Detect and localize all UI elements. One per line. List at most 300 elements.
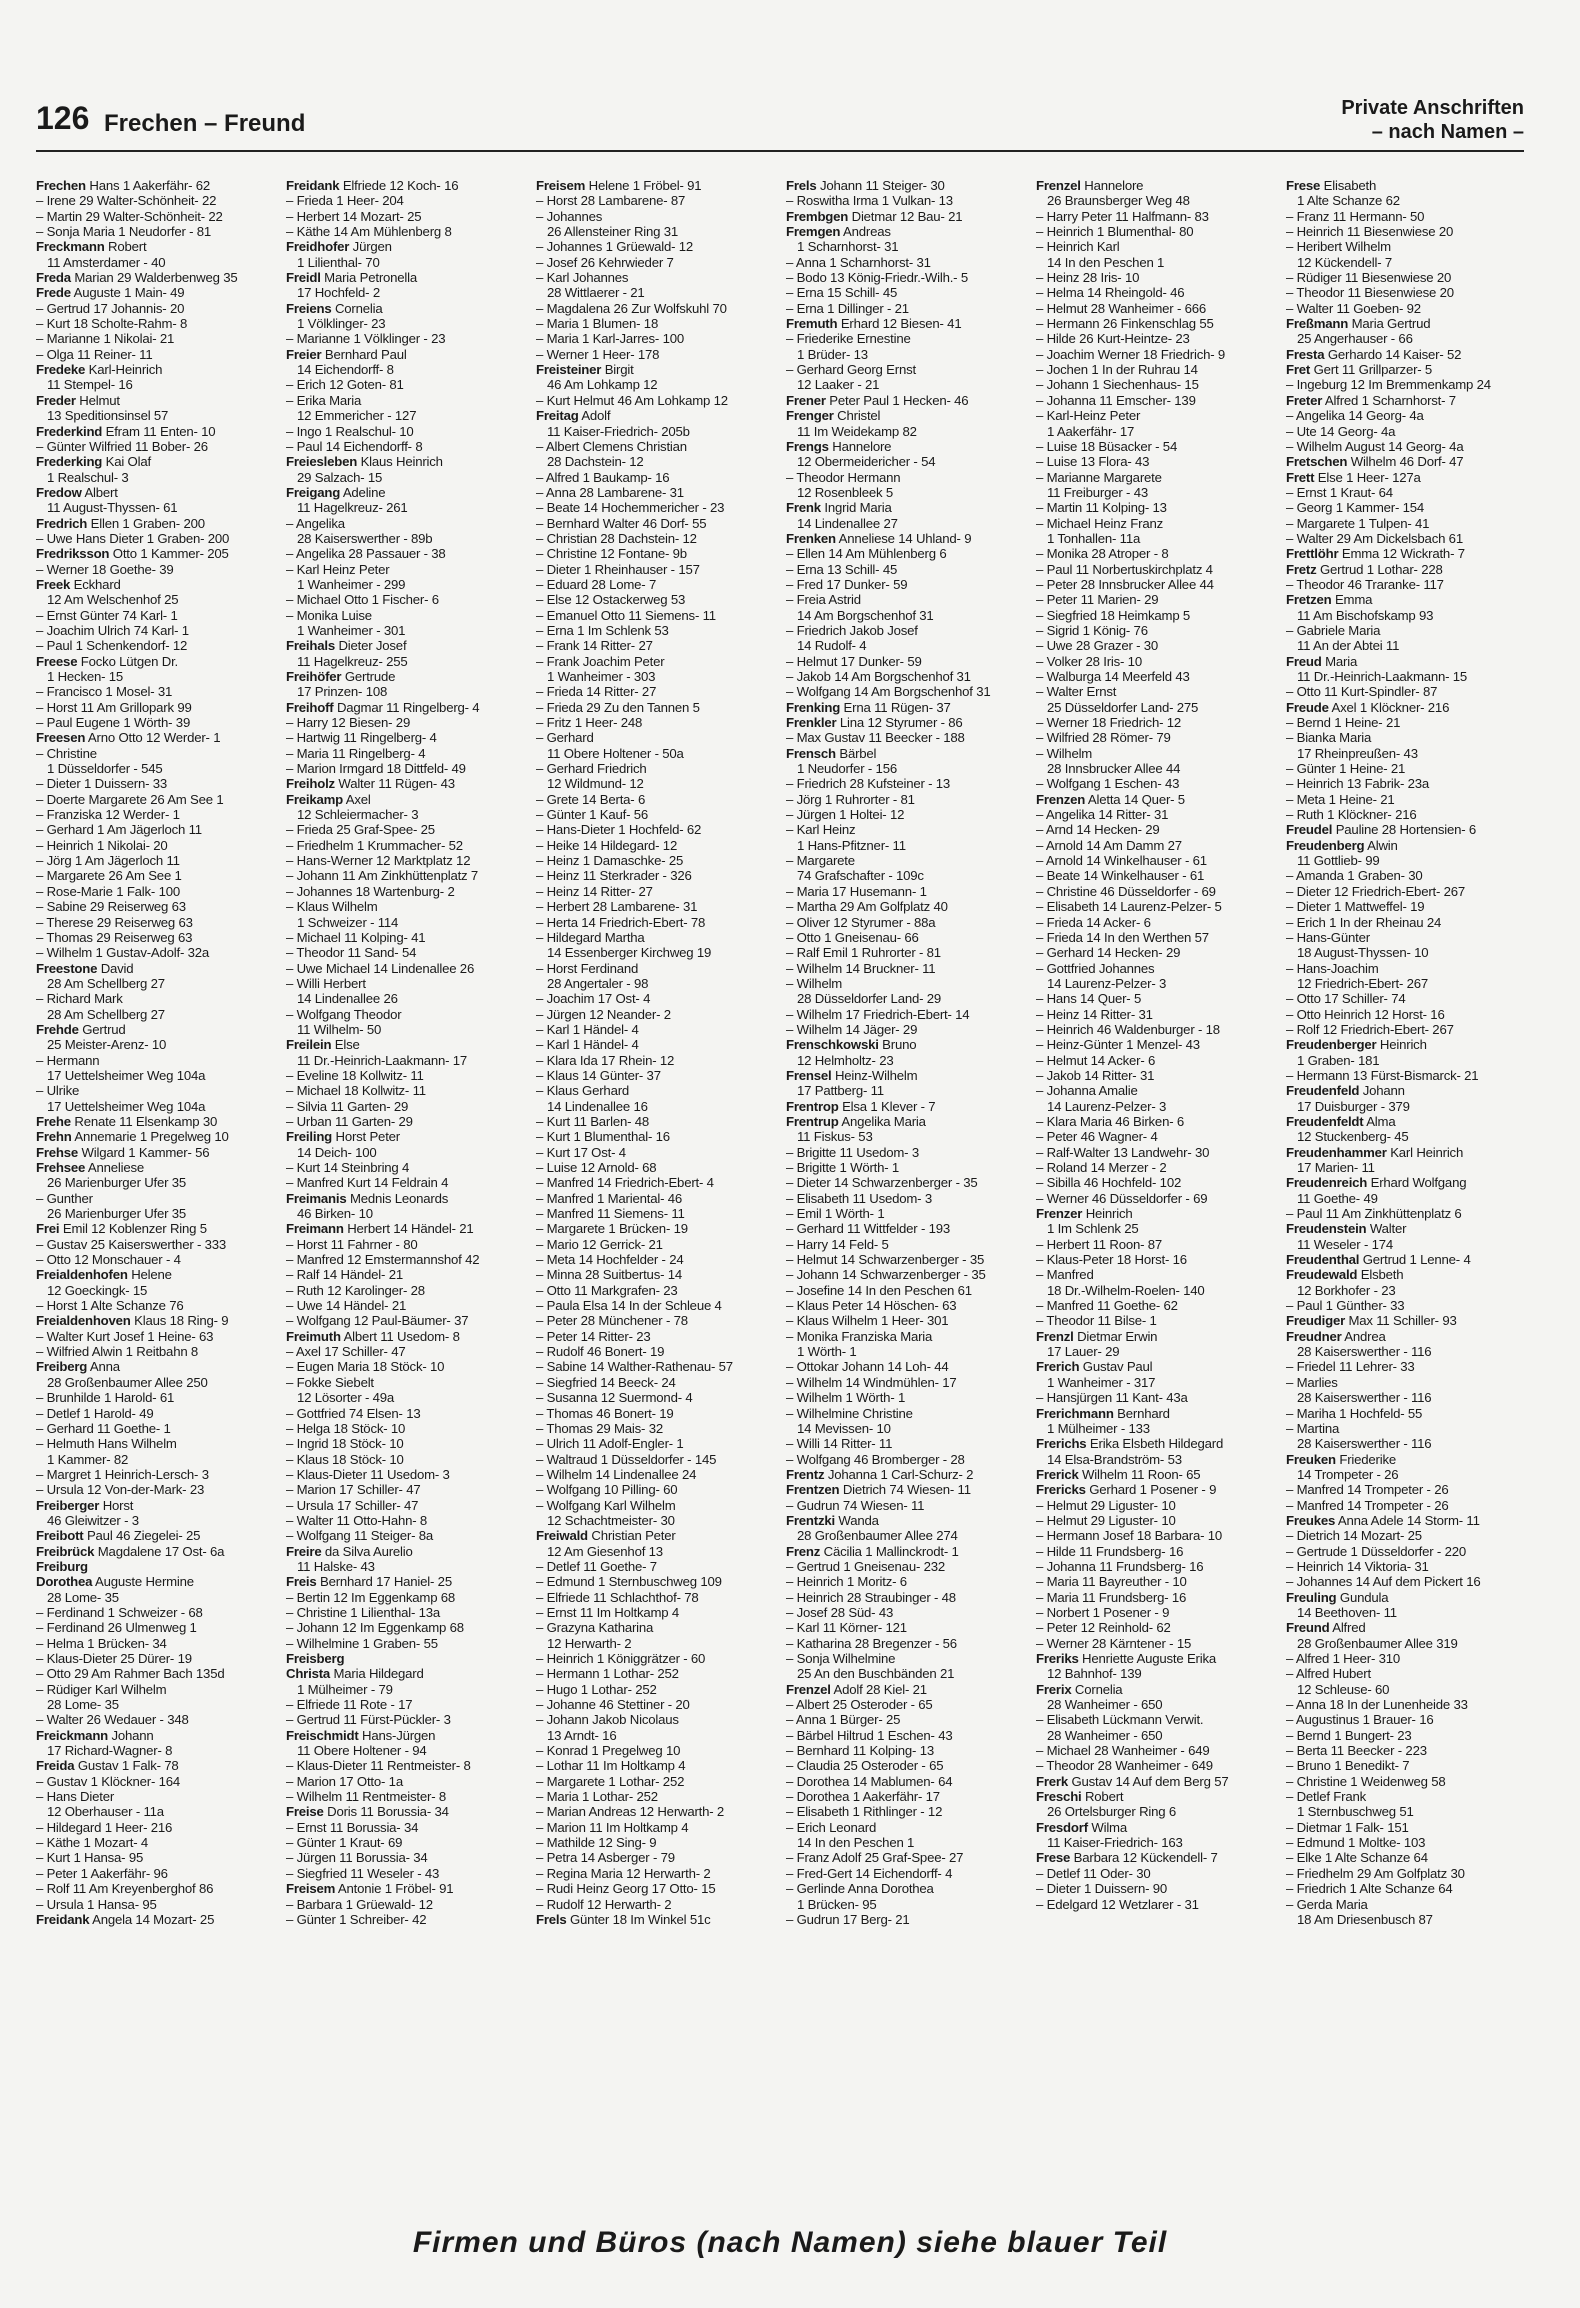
- directory-entry: – Ernst 1 Kraut- 64: [1286, 484, 1393, 500]
- directory-entry: – Helmut 29 Liguster- 10: [1036, 1512, 1176, 1528]
- directory-entry: – Wilhelm 14 Bruckner- 11: [786, 960, 936, 976]
- directory-entry: Freiling Horst Peter: [286, 1129, 400, 1145]
- directory-entry: – Bianka Maria: [1286, 730, 1372, 746]
- directory-entry: Frede Auguste 1 Main- 49: [36, 285, 185, 301]
- directory-entry: – Friedrich 28 Kufsteiner - 13: [786, 776, 951, 792]
- directory-entry: 12 Schachtmeister- 30: [547, 1512, 675, 1528]
- directory-entry: 25 Angerhauser - 66: [1297, 331, 1413, 347]
- directory-entry: Frederkind Efram 11 Enten- 10: [36, 423, 216, 439]
- directory-entry: – Josefine 14 In den Peschen 61: [786, 1282, 972, 1298]
- directory-entry: – Willi Herbert: [286, 975, 366, 991]
- directory-entry: Frenzer Heinrich: [1036, 1206, 1133, 1222]
- directory-entry: 28 Wanheimer - 650: [1047, 1697, 1163, 1713]
- directory-entry: 28 Angertaler - 98: [547, 975, 649, 991]
- directory-entry: – Albert Clemens Christian: [536, 438, 687, 454]
- directory-entry: – Helma 14 Rheingold- 46: [1036, 285, 1185, 301]
- directory-entry: – Heinrich 14 Viktoria- 31: [1286, 1558, 1429, 1574]
- directory-entry: – Therese 29 Reiserweg 63: [36, 914, 193, 930]
- directory-entry: – Karl 11 Körner- 121: [786, 1620, 907, 1636]
- directory-entry: – Friedhelm 1 Krummacher- 52: [286, 837, 463, 853]
- directory-entry: – Grazyna Katharina: [536, 1620, 654, 1636]
- directory-entry: – Harry 14 Feld- 5: [786, 1236, 889, 1252]
- directory-entry: Frentzki Wanda: [786, 1512, 879, 1528]
- directory-entry: – Horst 11 Fahrner - 80: [286, 1236, 418, 1252]
- directory-entry: 1 Sternbuschweg 51: [1297, 1804, 1414, 1820]
- directory-entry: – Kurt 11 Barlen- 48: [536, 1113, 650, 1129]
- directory-entry: Freudenreich Erhard Wolfgang: [1286, 1175, 1467, 1191]
- directory-entry: 25 An den Buschbänden 21: [797, 1666, 955, 1682]
- directory-entry: – Walter 11 Goeben- 92: [1286, 300, 1421, 316]
- directory-entry: Freigang Adeline: [286, 484, 386, 500]
- directory-entry: – Anna 1 Scharnhorst- 31: [786, 254, 931, 270]
- directory-entry: – Anna 28 Lambarene- 31: [536, 484, 684, 500]
- directory-entry: 46 Am Lohkamp 12: [547, 377, 658, 393]
- directory-entry: – Marianne Margarete: [1036, 469, 1162, 485]
- directory-entry: – Mariha 1 Hochfeld- 55: [1286, 1405, 1423, 1421]
- directory-entry: – Martha 29 Am Golfplatz 40: [786, 899, 948, 915]
- directory-entry: – Dorothea 1 Aakerfähr- 17: [786, 1789, 940, 1805]
- directory-entry: Freidhofer Jürgen: [286, 239, 392, 255]
- directory-entry: Freisteiner Birgit: [536, 362, 634, 378]
- directory-entry: 28 Dachstein- 12: [547, 454, 644, 470]
- directory-entry: Frehe Renate 11 Elsenkamp 30: [36, 1113, 218, 1129]
- directory-entry: 14 Lindenallee 16: [547, 1098, 648, 1114]
- directory-entry: Frener Peter Paul 1 Hecken- 46: [786, 392, 969, 408]
- directory-entry: – Helmut 17 Dunker- 59: [786, 653, 922, 669]
- directory-entry: – Johann 11 Am Zinkhüttenplatz 7: [286, 868, 479, 884]
- directory-entry: – Brigitte 11 Usedom- 3: [786, 1144, 919, 1160]
- directory-entry: 14 Essenberger Kirchweg 19: [547, 945, 712, 961]
- directory-entry: – Frieda 14 Ritter- 27: [536, 684, 657, 700]
- directory-entry: – Emil 1 Wörth- 1: [786, 1206, 885, 1222]
- directory-entry: – Gunther: [36, 1190, 93, 1206]
- directory-entry: – Anna 1 Bürger- 25: [786, 1712, 901, 1728]
- directory-entry: 1 Alte Schanze 62: [1297, 193, 1400, 209]
- directory-entry: Freund Alfred: [1286, 1620, 1366, 1636]
- directory-entry: – Elisabeth 14 Laurenz-Pelzer- 5: [1036, 899, 1222, 915]
- directory-entry: – Wilfried 28 Römer- 79: [1036, 730, 1171, 746]
- directory-entry: – Minna 28 Suitbertus- 14: [536, 1267, 683, 1283]
- directory-entry: – Gustav 25 Kaiserswerther - 333: [36, 1236, 227, 1252]
- directory-entry: – Günter 1 Kauf- 56: [536, 807, 649, 823]
- directory-entry: – Waltraud 1 Düsseldorfer - 145: [536, 1451, 717, 1467]
- directory-entry: – Wilhelm 1 Wörth- 1: [786, 1390, 906, 1406]
- directory-entry: 46 Gleiwitzer - 3: [47, 1512, 139, 1528]
- directory-entry: – Werner 1 Heer- 178: [536, 346, 660, 362]
- directory-entry: – Manfred 14 Trompeter - 26: [1286, 1482, 1449, 1498]
- directory-entry: Frensch Bärbel: [786, 745, 877, 761]
- directory-entry: – Gertrud 11 Fürst-Pückler- 3: [286, 1712, 451, 1728]
- directory-entry: 46 Birken- 10: [297, 1206, 373, 1222]
- directory-entry: – Oliver 12 Styrumer - 88a: [786, 914, 936, 930]
- directory-entry: – Thomas 46 Bonert- 19: [536, 1405, 674, 1421]
- directory-entry: – Dietmar 1 Falk- 151: [1286, 1819, 1409, 1835]
- directory-entry: Frehse Wilgard 1 Kammer- 56: [36, 1144, 210, 1160]
- directory-entry: 17 Rheinpreußen- 43: [1297, 745, 1418, 761]
- directory-entry: 12 Schleiermacher- 3: [297, 807, 419, 823]
- directory-entry: Freiburg: [36, 1558, 88, 1574]
- directory-entry: – Detlef 1 Harold- 49: [36, 1405, 154, 1421]
- directory-entry: Fret Gert 11 Grillparzer- 5: [1286, 362, 1433, 378]
- directory-entry: – Heinrich 1 Blumenthal- 80: [1036, 224, 1194, 240]
- directory-entry: – Edelgard 12 Wetzlarer - 31: [1036, 1896, 1199, 1912]
- directory-entry: – Gerhard 11 Wittfelder - 193: [786, 1221, 951, 1237]
- directory-entry: Frengs Hannelore: [786, 438, 892, 454]
- directory-entry: – Dieter 14 Schwarzenberger - 35: [786, 1175, 978, 1191]
- directory-entry: – Eveline 18 Kollwitz- 11: [286, 1067, 424, 1083]
- directory-entry: – Roswitha Irma 1 Vulkan- 13: [786, 193, 953, 209]
- directory-entry: – Monika Franziska Maria: [786, 1328, 933, 1344]
- directory-entry: – Josef 26 Kehrwieder 7: [536, 254, 674, 270]
- directory-entry: Freihoff Dagmar 11 Ringelberg- 4: [286, 699, 480, 715]
- directory-columns: [36, 178, 1536, 2178]
- directory-entry: – Gottfried Johannes: [1036, 960, 1155, 976]
- directory-entry: – Erna 15 Schill- 45: [786, 285, 898, 301]
- directory-entry: – Michael Otto 1 Fischer- 6: [286, 592, 439, 608]
- directory-entry: – Ralf 14 Händel- 21: [286, 1267, 403, 1283]
- directory-entry: Frentzen Dietrich 74 Wiesen- 11: [786, 1482, 971, 1498]
- directory-entry: – Uwe Hans Dieter 1 Graben- 200: [36, 530, 230, 546]
- directory-entry: Fremuth Erhard 12 Biesen- 41: [786, 316, 962, 332]
- directory-entry: – Hermann 26 Finkenschlag 55: [1036, 316, 1214, 332]
- directory-entry: – Horst 1 Alte Schanze 76: [36, 1298, 184, 1314]
- directory-entry: Frenger Christel: [786, 408, 881, 424]
- directory-entry: – Gerlinde Anna Dorothea: [786, 1881, 934, 1897]
- directory-entry: – Hermann 13 Fürst-Bismarck- 21: [1286, 1067, 1479, 1083]
- directory-entry: – Hans-Werner 12 Marktplatz 12: [286, 853, 471, 869]
- directory-entry: 26 Marienburger Ufer 35: [47, 1206, 187, 1222]
- directory-entry: 17 Uettelsheimer Weg 104a: [47, 1098, 206, 1114]
- directory-entry: 74 Grafschafter - 109c: [797, 868, 924, 884]
- directory-entry: – Erika Maria: [286, 392, 362, 408]
- directory-entry: – Kurt 14 Steinbring 4: [286, 1160, 410, 1175]
- directory-entry: – Heinrich Karl: [1036, 239, 1120, 255]
- directory-entry: – Wilfried Alwin 1 Reitbahn 8: [36, 1344, 199, 1360]
- directory-entry: – Bernhard 11 Kolping- 13: [786, 1743, 934, 1759]
- directory-entry: – Heike 14 Hildegard- 12: [536, 837, 678, 853]
- directory-entry: – Paula Elsa 14 In der Schleue 4: [536, 1298, 722, 1314]
- directory-entry: – Paul 1 Schenkendorf- 12: [36, 638, 188, 654]
- directory-entry: – Herbert 14 Mozart- 25: [286, 208, 422, 224]
- directory-entry: 17 Pattberg- 11: [797, 1083, 884, 1099]
- directory-entry: Freischmidt Hans-Jürgen: [286, 1727, 436, 1743]
- directory-entry: – Maria 1 Karl-Jarres- 100: [536, 331, 684, 347]
- directory-entry: – Brunhilde 1 Harold- 61: [36, 1390, 175, 1406]
- directory-entry: – Ferdinand 26 Ulmenweg 1: [36, 1620, 197, 1636]
- directory-entry: – Wilhelm 11 Rentmeister- 8: [286, 1789, 446, 1805]
- directory-entry: – Olga 11 Reiner- 11: [36, 346, 153, 362]
- directory-entry: – Monika Luise: [286, 607, 372, 623]
- directory-entry: – Jochen 1 In der Ruhrau 14: [1036, 362, 1198, 378]
- directory-entry: – Hermann Josef 18 Barbara- 10: [1036, 1528, 1223, 1544]
- section-title-line-2: – nach Namen –: [1371, 121, 1524, 143]
- directory-entry: Frels Johann 11 Steiger- 30: [786, 178, 945, 193]
- directory-entry: – Ralf-Walter 13 Landwehr- 30: [1036, 1144, 1210, 1160]
- directory-entry: – Klara Ida 17 Rhein- 12: [536, 1052, 675, 1068]
- directory-entry: – Christian 28 Dachstein- 12: [536, 530, 697, 546]
- directory-entry: Freimuth Albert 11 Usedom- 8: [286, 1328, 460, 1344]
- directory-entry: – Harry 12 Biesen- 29: [286, 715, 411, 731]
- directory-entry: – Bertin 12 Im Eggenkamp 68: [286, 1589, 456, 1605]
- directory-entry: 12 Am Welschenhof 25: [47, 592, 179, 608]
- directory-entry: Frensel Heinz-Wilhelm: [786, 1067, 918, 1083]
- directory-entry: – Wilhelm 17 Friedrich-Ebert- 14: [786, 1006, 970, 1022]
- directory-entry: Frerick Wilhelm 11 Roon- 65: [1036, 1466, 1201, 1482]
- directory-entry: – Magdalena 26 Zur Wolfskuhl 70: [536, 300, 727, 316]
- directory-entry: – Kurt 1 Blumenthal- 16: [536, 1129, 670, 1145]
- directory-entry: – Jürgen 12 Neander- 2: [536, 1006, 671, 1022]
- directory-entry: – Georg 1 Kammer- 154: [1286, 500, 1424, 516]
- directory-entry: – Ellen 14 Am Mühlenberg 6: [786, 546, 947, 562]
- directory-entry: – Peter 46 Wagner- 4: [1036, 1129, 1158, 1145]
- directory-entry: 12 Am Giesenhof 13: [547, 1543, 663, 1559]
- directory-entry: 28 Am Schellberg 27: [47, 975, 165, 991]
- directory-entry: 12 Wildmund- 12: [547, 776, 644, 792]
- directory-entry: – Hartwig 11 Ringelberg- 4: [286, 730, 437, 746]
- directory-entry: 14 Trompeter - 26: [1297, 1466, 1399, 1482]
- directory-entry: – Walburga 14 Meerfeld 43: [1036, 669, 1190, 684]
- directory-entry: 11 Fiskus- 53: [797, 1129, 873, 1145]
- directory-entry: – Doerte Margarete 26 Am See 1: [36, 791, 224, 807]
- directory-entry: – Petra 14 Asberger - 79: [536, 1850, 675, 1866]
- directory-entry: Freudenhammer Karl Heinrich: [1286, 1144, 1464, 1160]
- directory-entry: Freimanis Mednis Leonards: [286, 1190, 449, 1206]
- directory-entry: – Arnold 14 Winkelhauser - 61: [1036, 853, 1207, 869]
- directory-entry: – Erna 1 Dillinger - 21: [786, 300, 909, 316]
- directory-entry: – Karl Johannes: [536, 270, 629, 286]
- directory-entry: – Alfred 1 Heer- 310: [1286, 1651, 1401, 1666]
- directory-entry: Frentrop Elsa 1 Klever - 7: [786, 1098, 936, 1114]
- directory-entry: – Klaus-Dieter 11 Usedom- 3: [286, 1466, 450, 1482]
- directory-entry: – Susanna 12 Suermond- 4: [536, 1390, 693, 1406]
- directory-entry: – Uwe 28 Grazer - 30: [1036, 638, 1159, 654]
- directory-entry: – Martin 11 Kolping- 13: [1036, 500, 1167, 516]
- directory-entry: Freschi Robert: [1036, 1789, 1124, 1805]
- directory-entry: 12 Rosenbleek 5: [797, 484, 893, 500]
- directory-entry: – Heinz 1 Damaschke- 25: [536, 853, 684, 869]
- directory-entry: – Helmuth Hans Wilhelm: [36, 1436, 177, 1452]
- directory-entry: – Jürgen 11 Borussia- 34: [286, 1850, 428, 1866]
- directory-entry: 11 Amsterdamer - 40: [47, 254, 166, 270]
- page-number: 126: [36, 100, 90, 136]
- directory-entry: – Heinz 14 Ritter- 31: [1036, 1006, 1153, 1022]
- directory-entry: – Erich 12 Goten- 81: [286, 377, 404, 393]
- directory-entry: Frerix Cornelia: [1036, 1681, 1123, 1697]
- directory-entry: – Meta 14 Hochfelder - 24: [536, 1252, 684, 1268]
- directory-entry: – Hans Dieter: [36, 1789, 115, 1805]
- directory-entry: – Dorothea 14 Mablumen- 64: [786, 1773, 953, 1789]
- directory-entry: – Marlies: [1286, 1374, 1338, 1390]
- directory-entry: – Peter 1 Aakerfähr- 96: [36, 1865, 168, 1881]
- directory-entry: – Kurt 18 Scholte-Rahm- 8: [36, 316, 188, 332]
- directory-entry: – Dieter 1 Duissern- 90: [1036, 1881, 1167, 1897]
- directory-entry: – Margarete 1 Tulpen- 41: [1286, 515, 1430, 531]
- directory-entry: – Sibilla 46 Hochfeld- 102: [1036, 1175, 1182, 1191]
- directory-entry: – Wolfgang Karl Wilhelm: [536, 1497, 676, 1513]
- directory-entry: Fretschen Wilhelm 46 Dorf- 47: [1286, 454, 1464, 470]
- directory-entry: 12 Obermeidericher - 54: [797, 454, 936, 470]
- directory-entry: Freter Alfred 1 Scharnhorst- 7: [1286, 392, 1456, 408]
- directory-entry: 1 Kammer- 82: [47, 1451, 129, 1467]
- directory-entry: – Beate 14 Hochemmericher - 23: [536, 500, 725, 516]
- directory-entry: – Gertrud 1 Gneisenau- 232: [786, 1558, 946, 1574]
- directory-entry: – Fokke Siebelt: [286, 1374, 374, 1390]
- directory-entry: 11 An der Abtei 11: [1297, 638, 1400, 654]
- directory-entry: – Friedrich Jakob Josef: [786, 622, 918, 638]
- directory-entry: Frese Elisabeth: [1286, 178, 1377, 193]
- directory-entry: – Ursula 12 Von-der-Mark- 23: [36, 1482, 205, 1498]
- directory-entry: – Luise 18 Büsacker - 54: [1036, 438, 1178, 454]
- directory-entry: Freidank Angela 14 Mozart- 25: [36, 1911, 215, 1927]
- directory-entry: – Ursula 17 Schiller- 47: [286, 1497, 419, 1513]
- directory-entry: 1 Tonhallen- 11a: [1047, 530, 1141, 546]
- directory-entry: – Manfred 11 Goethe- 62: [1036, 1298, 1178, 1314]
- directory-entry: – Gustav 1 Klöckner- 164: [36, 1773, 181, 1789]
- directory-entry: – Friedrich 1 Alte Schanze 64: [1286, 1881, 1453, 1897]
- directory-entry: 1 Brüder- 13: [797, 346, 868, 362]
- directory-entry: – Margarete 1 Lothar- 252: [536, 1773, 685, 1789]
- directory-entry: – Heinrich 1 Königgrätzer - 60: [536, 1651, 706, 1666]
- directory-entry: Freida Gustav 1 Falk- 78: [36, 1758, 179, 1774]
- directory-entry: 12 Borkhofer - 23: [1297, 1282, 1396, 1298]
- directory-entry: Freuken Friederike: [1286, 1451, 1396, 1467]
- directory-entry: – Fred 17 Dunker- 59: [786, 576, 908, 592]
- directory-entry: Frerichmann Bernhard: [1036, 1405, 1170, 1421]
- directory-entry: 12 Lösorter - 49a: [297, 1390, 395, 1406]
- directory-entry: – Grete 14 Berta- 6: [536, 791, 646, 807]
- directory-entry: – Paul Eugene 1 Wörth- 39: [36, 715, 191, 731]
- directory-entry: – Wilhelm 14 Windmühlen- 17: [786, 1374, 957, 1390]
- footer-note: Firmen und Büros (nach Namen) siehe blauer Teil: [412, 2226, 1168, 2259]
- directory-entry: 28 Kaiserswerther - 116: [1297, 1390, 1432, 1406]
- directory-entry: Frettlöhr Emma 12 Wickrath- 7: [1286, 546, 1465, 562]
- directory-entry: – Joachim Werner 18 Friedrich- 9: [1036, 346, 1226, 362]
- directory-entry: Freisem Antonie 1 Fröbel- 91: [286, 1881, 454, 1897]
- directory-entry: – Klaus-Dieter 25 Dürer- 19: [36, 1651, 192, 1666]
- directory-entry: 11 Goethe- 49: [1297, 1190, 1378, 1206]
- directory-entry: Freise Doris 11 Borussia- 34: [286, 1804, 449, 1820]
- directory-entry: 17 Prinzen- 108: [297, 684, 388, 700]
- directory-entry: – Hans-Joachim: [1286, 960, 1379, 976]
- directory-entry: Frenz Cäcilia 1 Mallinckrodt- 1: [786, 1543, 959, 1559]
- directory-column-5: [1036, 178, 1274, 2178]
- directory-entry: – Meta 1 Heine- 21: [1286, 791, 1395, 807]
- directory-entry: Freudenfeldt Alma: [1286, 1113, 1396, 1129]
- directory-entry: – Martina: [1286, 1420, 1340, 1436]
- directory-entry: 11 Gottlieb- 99: [1297, 853, 1380, 869]
- directory-entry: Freriks Henriette Auguste Erika: [1036, 1651, 1217, 1666]
- directory-entry: – Frieda 25 Graf-Spee- 25: [286, 822, 435, 838]
- directory-entry: 28 Lome- 35: [47, 1697, 119, 1713]
- directory-entry: – Walter 26 Wedauer - 348: [36, 1712, 189, 1728]
- directory-entry: Freese Focko Lütgen Dr.: [36, 653, 179, 669]
- directory-entry: 11 Dr.-Heinrich-Laakmann- 17: [297, 1052, 468, 1068]
- directory-entry: 1 Düsseldorfer - 545: [47, 761, 163, 777]
- directory-entry: – Bärbel Hiltrud 1 Eschen- 43: [786, 1727, 953, 1743]
- directory-entry: – Peter 14 Ritter- 23: [536, 1328, 651, 1344]
- directory-entry: Frenschkowski Bruno: [786, 1037, 917, 1053]
- directory-entry: – Helmut 29 Liguster- 10: [1036, 1497, 1176, 1513]
- directory-entry: – Erna 1 Im Schlenk 53: [536, 622, 669, 638]
- directory-entry: – Franziska 12 Werder- 1: [36, 807, 180, 823]
- directory-entry: Freudenstein Walter: [1286, 1221, 1407, 1237]
- directory-entry: – Theodor 11 Sand- 54: [286, 945, 417, 961]
- directory-entry: – Jürgen 1 Holtei- 12: [786, 807, 905, 823]
- directory-entry: – Wilhelm: [786, 975, 843, 991]
- directory-entry: – Sabine 29 Reiserweg 63: [36, 899, 186, 915]
- directory-entry: – Otto Heinrich 12 Horst- 16: [1286, 1006, 1445, 1022]
- directory-entry: Freisem Helene 1 Fröbel- 91: [536, 178, 702, 193]
- directory-entry: – Horst 28 Lambarene- 87: [536, 193, 686, 209]
- directory-entry: – Bernhard Walter 46 Dorf- 55: [536, 515, 707, 531]
- directory-entry: Freihöfer Gertrude: [286, 669, 396, 684]
- section-title: [1341, 96, 1524, 144]
- directory-entry: – Bernd 1 Bungert- 23: [1286, 1727, 1412, 1743]
- directory-entry: 11 Stempel- 16: [47, 377, 133, 393]
- directory-entry: – Volker 28 Iris- 10: [1036, 653, 1142, 669]
- directory-entry: Freestone David: [36, 960, 134, 976]
- directory-entry: – Amanda 1 Graben- 30: [1286, 868, 1423, 884]
- directory-entry: – Dieter 1 Rheinhauser - 157: [536, 561, 700, 577]
- directory-entry: 28 Am Schellberg 27: [47, 1006, 165, 1022]
- directory-entry: – Regina Maria 12 Herwarth- 2: [536, 1865, 711, 1881]
- directory-entry: – Johann 12 Im Eggenkamp 68: [286, 1620, 464, 1636]
- directory-entry: Fredow Albert: [36, 484, 118, 500]
- directory-entry: Freudewald Elsbeth: [1286, 1267, 1404, 1283]
- directory-entry: Freudenthal Gertrud 1 Lenne- 4: [1286, 1252, 1471, 1268]
- directory-entry: – Gertrude 1 Düsseldorfer - 220: [1286, 1543, 1466, 1559]
- directory-entry: – Karl 1 Händel- 4: [536, 1021, 639, 1037]
- directory-entry: – Dieter 12 Friedrich-Ebert- 267: [1286, 883, 1466, 899]
- directory-entry: 28 Kaiserswerther - 116: [1297, 1436, 1432, 1452]
- directory-entry: – Herbert 11 Roon- 87: [1036, 1236, 1163, 1252]
- directory-entry: – Manfred Kurt 14 Feldrain 4: [286, 1175, 449, 1191]
- directory-entry: 28 Wittlaerer - 21: [547, 285, 645, 301]
- directory-entry: 11 Kaiser-Friedrich- 163: [1047, 1835, 1183, 1851]
- directory-entry: – Dietrich 14 Mozart- 25: [1286, 1528, 1422, 1544]
- directory-entry: – Siegfried 14 Beeck- 24: [536, 1374, 676, 1390]
- directory-entry: – Jakob 14 Ritter- 31: [1036, 1067, 1155, 1083]
- directory-entry: – Konrad 1 Pregelweg 10: [536, 1743, 681, 1759]
- directory-entry: 14 Beethoven- 11: [1297, 1604, 1397, 1620]
- directory-entry: – Hilde 26 Kurt-Heintze- 23: [1036, 331, 1190, 347]
- directory-entry: – Karl 1 Händel- 4: [536, 1037, 639, 1053]
- directory-entry: Christa Maria Hildegard: [286, 1666, 424, 1682]
- directory-entry: – Harry Peter 11 Halfmann- 83: [1036, 208, 1209, 224]
- directory-entry: 14 Am Borgschenhof 31: [797, 607, 934, 623]
- directory-entry: – Friedel 11 Lehrer- 33: [1286, 1359, 1415, 1375]
- directory-entry: – Herta 14 Friedrich-Ebert- 78: [536, 914, 706, 930]
- directory-entry: – Angelika 28 Passauer - 38: [286, 546, 446, 562]
- directory-entry: – Ralf Emil 1 Ruhrorter - 81: [786, 945, 941, 961]
- directory-entry: 1 Graben- 181: [1297, 1052, 1380, 1068]
- directory-entry: – Werner 18 Goethe- 39: [36, 561, 174, 577]
- directory-entry: – Elfriede 11 Rote - 17: [286, 1697, 413, 1713]
- directory-entry: Freikamp Axel: [286, 791, 371, 807]
- directory-entry: – Johannes 14 Auf dem Pickert 16: [1286, 1574, 1481, 1590]
- directory-entry: – Fritz 1 Heer- 248: [536, 715, 643, 731]
- directory-entry: 1 Brücken- 95: [797, 1896, 877, 1912]
- directory-entry: Freek Eckhard: [36, 576, 121, 592]
- directory-entry: 1 Scharnhorst- 31: [797, 239, 899, 255]
- directory-entry: – Otto 11 Kurt-Spindler- 87: [1286, 684, 1438, 700]
- directory-entry: – Frank Joachim Peter: [536, 653, 665, 669]
- directory-entry: – Monika 28 Atroper - 8: [1036, 546, 1169, 562]
- directory-entry: – Werner 18 Friedrich- 12: [1036, 715, 1182, 731]
- directory-entry: Dorothea Auguste Hermine: [36, 1574, 194, 1590]
- directory-entry: Frehde Gertrud: [36, 1021, 126, 1037]
- directory-entry: – Manfred 11 Siemens- 11: [536, 1206, 685, 1222]
